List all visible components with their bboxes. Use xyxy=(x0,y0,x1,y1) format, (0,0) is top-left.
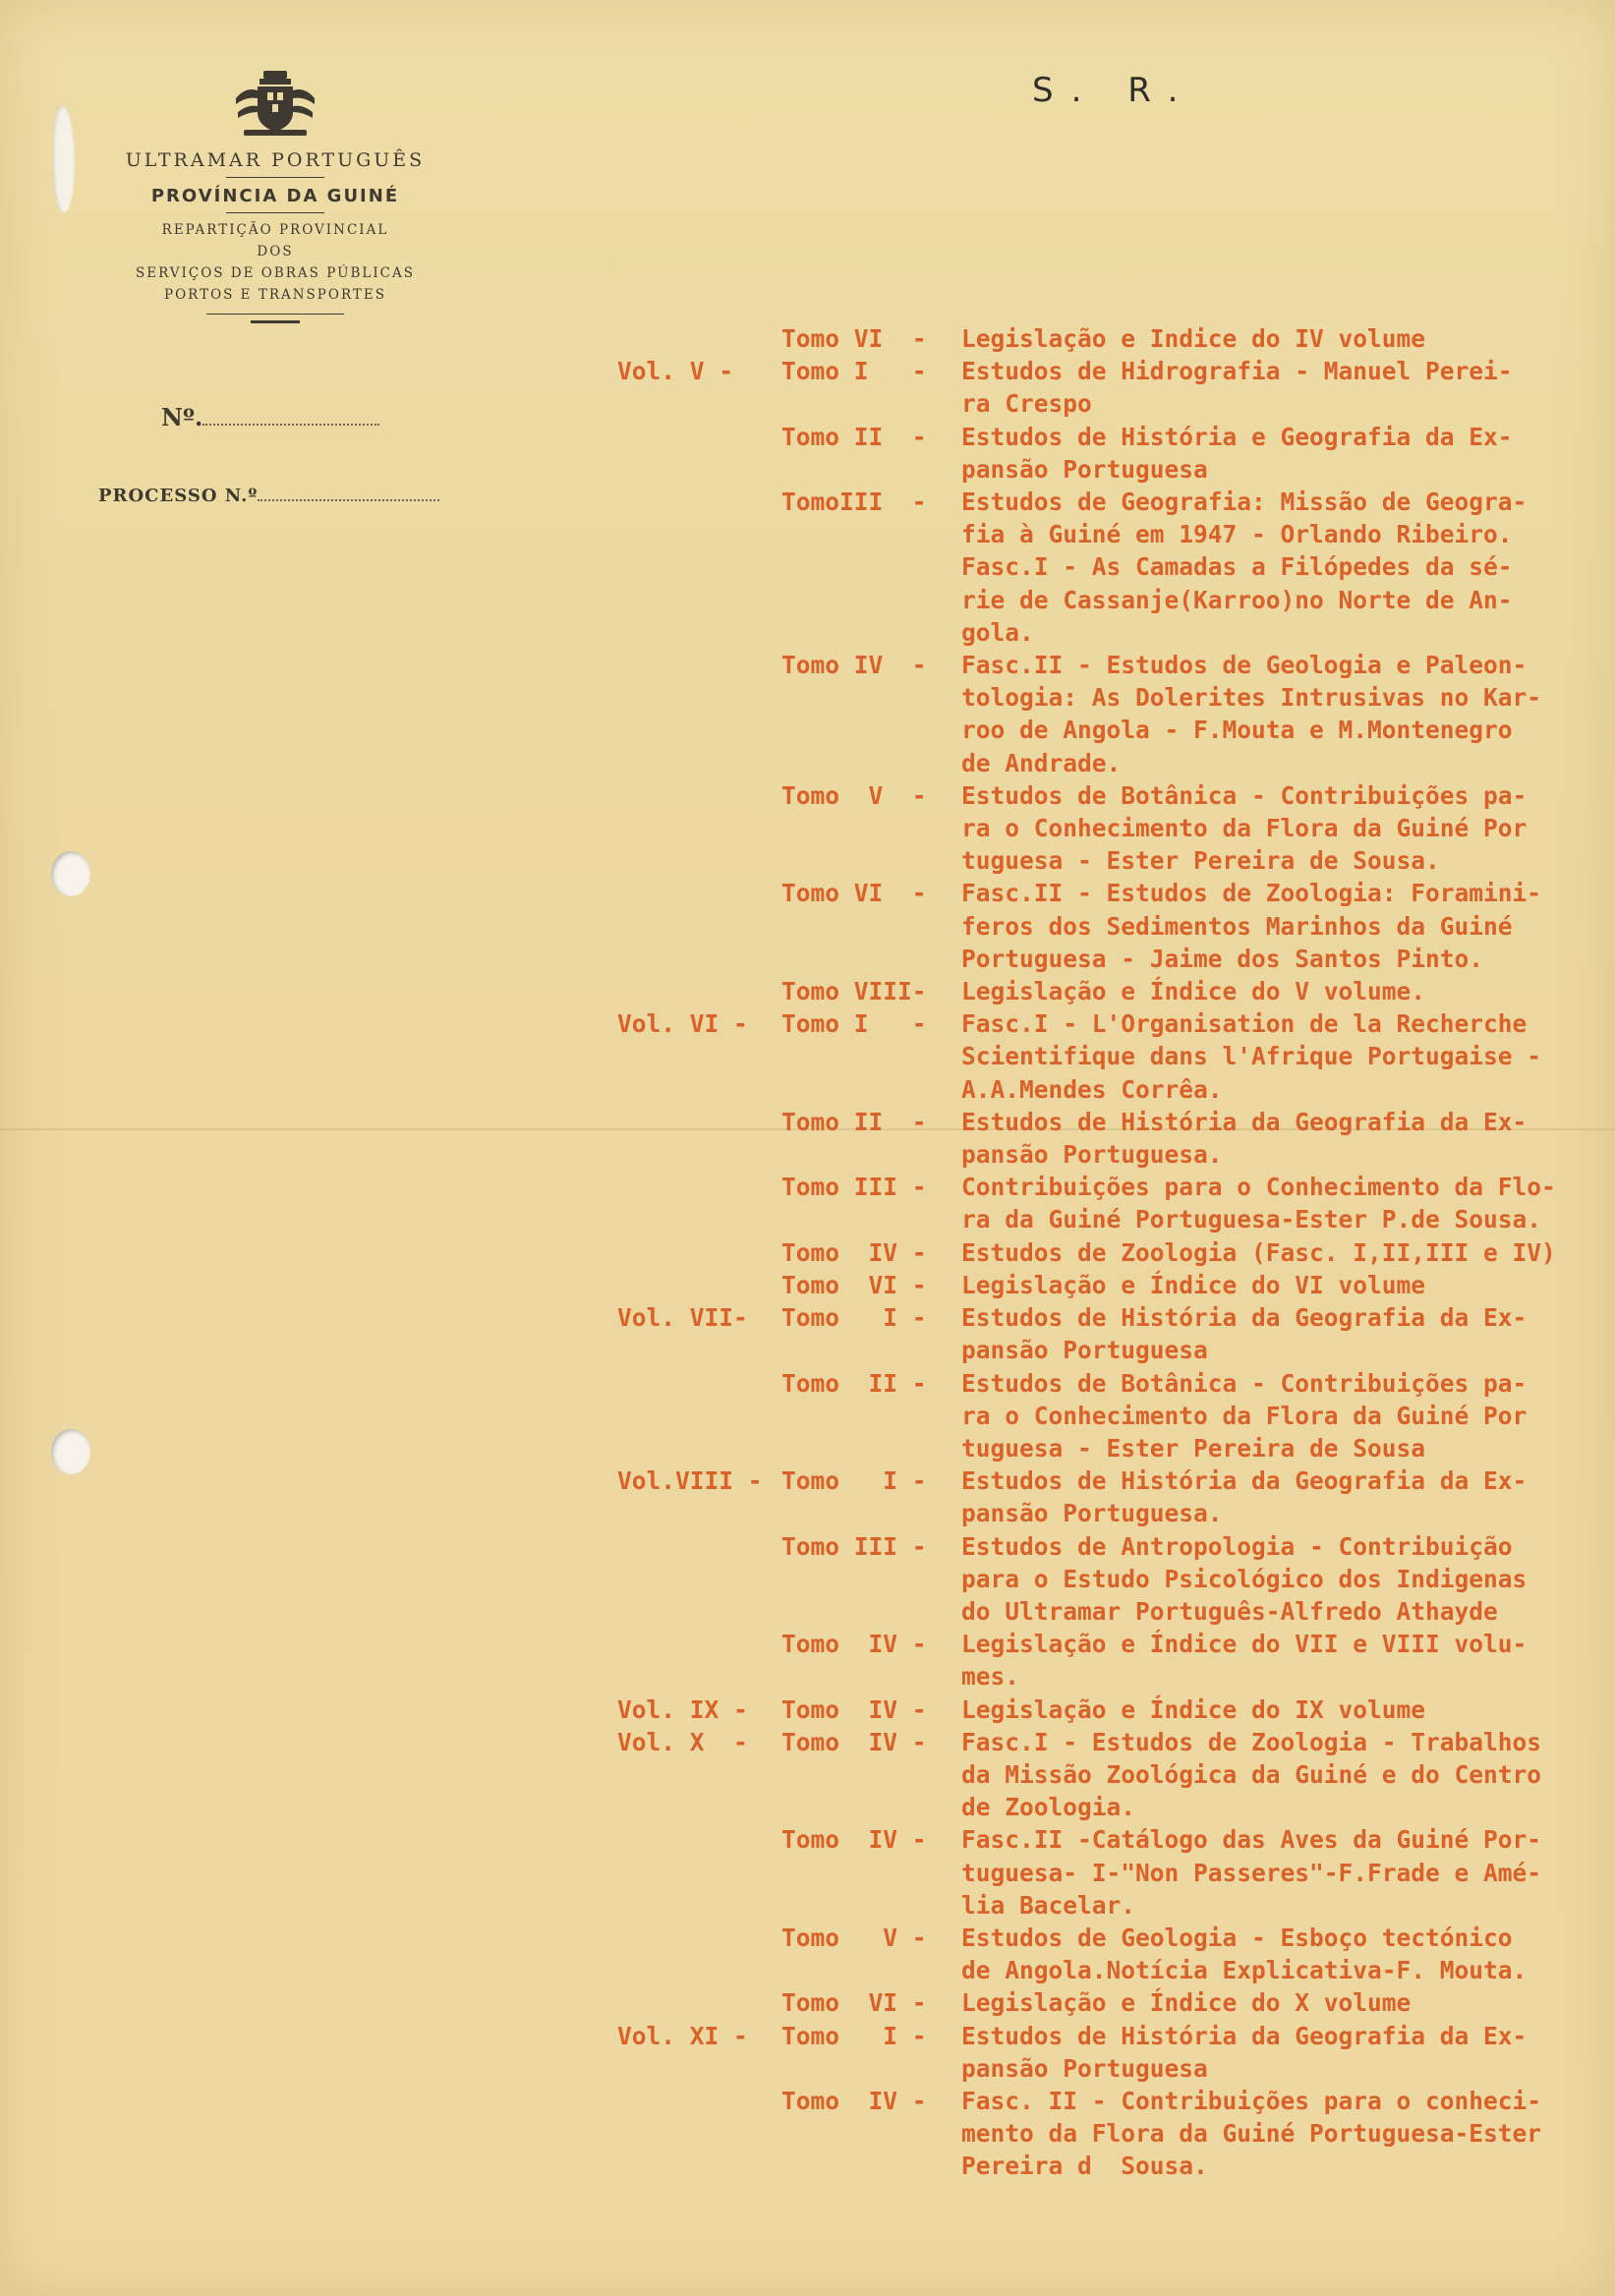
description-line: do Ultramar Português-Alfredo Athayde xyxy=(961,1596,1498,1626)
listing-entry xyxy=(617,486,1610,649)
volume-label xyxy=(617,322,781,355)
description-line: tologia: As Dolerites Intrusivas no Kar- xyxy=(961,683,1542,713)
volume-label: Vol. XI - xyxy=(617,2021,748,2050)
description-line: Fasc. II - Contribuições para o conheci- xyxy=(961,2086,1542,2115)
entry-description xyxy=(961,2085,1610,2183)
listing-entry xyxy=(617,1823,1610,1922)
volume-label: Vol. X - xyxy=(617,1727,748,1756)
numero-dotted-line xyxy=(202,424,379,426)
description-line: tuguesa - Ester Pereira de Sousa xyxy=(961,1433,1426,1463)
description-line: Fasc.I - L'Organisation de la Recherche xyxy=(961,1009,1528,1039)
listing-entry xyxy=(617,877,1610,975)
listing-entry xyxy=(617,1367,1610,1465)
description-line: Pereira d Sousa. xyxy=(961,2152,1208,2181)
description-line: Legislação e Índice do X volume xyxy=(961,1988,1412,2018)
description-line: ra o Conhecimento da Flora da Guiné Por xyxy=(961,814,1528,843)
tomo-label: Tomo I - xyxy=(781,357,927,386)
description-line: Fasc.II - Estudos de Geologia e Paleon- xyxy=(961,651,1528,680)
volume-label xyxy=(617,1367,781,1465)
volume-label xyxy=(617,1986,781,2019)
tomo-label: Tomo II - xyxy=(781,1368,927,1398)
volume-label: Vol. IX - xyxy=(617,1694,748,1724)
entry-description xyxy=(961,975,1610,1007)
processo-label: PROCESSO N.º xyxy=(98,486,259,506)
listing-entry xyxy=(617,1693,1610,1726)
volume-label xyxy=(617,1530,781,1629)
tomo-label: Tomo II - xyxy=(781,422,927,451)
description-line: Fasc.I - Estudos de Zoologia - Trabalhos xyxy=(961,1727,1542,1756)
volume-label xyxy=(617,1628,781,1693)
description-line: Estudos de História da Geografia da Ex- xyxy=(961,1107,1528,1136)
punch-hole-upper xyxy=(51,851,90,896)
tomo-label: Tomo I - xyxy=(781,1009,927,1039)
volume-label xyxy=(617,975,781,1007)
entry-description xyxy=(961,1530,1610,1629)
description-line: Estudos de História da Geografia da Ex- xyxy=(961,2021,1528,2050)
listing-entry xyxy=(617,1269,1610,1301)
entry-description xyxy=(961,355,1610,420)
entry-description xyxy=(961,2020,1610,2085)
description-line: Portuguesa - Jaime dos Santos Pinto. xyxy=(961,944,1484,973)
tomo-label: Tomo II - xyxy=(781,1107,927,1136)
description-line: Estudos de Geografia: Missão de Geogra- xyxy=(961,488,1528,517)
description-line: Fasc.II -Catálogo das Aves da Guiné Por- xyxy=(961,1825,1542,1855)
volume-label xyxy=(617,1922,781,1986)
tomo-label: Tomo V - xyxy=(781,1923,927,1952)
tomo-label: Tomo VI - xyxy=(781,879,927,908)
description-line: ra da Guiné Portuguesa-Ester P.de Sousa. xyxy=(961,1205,1542,1234)
volume-label: Vol. VII- xyxy=(617,1303,748,1333)
description-line: Estudos de Botânica - Contribuições pa- xyxy=(961,780,1528,810)
letterhead xyxy=(88,69,462,329)
description-line: Estudos de Geologia - Esboço tectónico xyxy=(961,1923,1513,1952)
listing-entry xyxy=(617,1922,1610,1986)
processo-field xyxy=(98,486,439,506)
entry-description xyxy=(961,1367,1610,1465)
description-line: Estudos de História e Geografia da Ex- xyxy=(961,422,1513,451)
entry-description xyxy=(961,1693,1610,1726)
description-line: pansão Portuguesa. xyxy=(961,1499,1223,1528)
tomo-label: Tomo IV - xyxy=(781,1694,927,1724)
tomo-label: Tomo III - xyxy=(781,1531,927,1561)
tomo-label: Tomo IV - xyxy=(781,1630,927,1659)
entry-description xyxy=(961,421,1610,486)
volume-label xyxy=(617,649,781,779)
letterhead-portos: PORTOS E TRANSPORTES xyxy=(163,287,386,303)
letterhead-rule xyxy=(206,314,344,315)
volume-label xyxy=(617,2085,781,2183)
volume-label xyxy=(617,1171,781,1235)
description-line: Legislação e Índice do VII e VIII volu- xyxy=(961,1630,1528,1659)
listing-entry xyxy=(617,1007,1610,1106)
entry-description xyxy=(961,1922,1610,1986)
description-line: Fasc.I - As Camadas a Filópedes da sé- xyxy=(961,552,1513,582)
letterhead-provincia: PROVÍNCIA DA GUINÉ xyxy=(150,186,400,206)
description-line: Legislação e Índice do V volume. xyxy=(961,977,1426,1006)
description-line: pansão Portuguesa xyxy=(961,1336,1208,1365)
volume-label xyxy=(617,1823,781,1922)
volume-label xyxy=(617,1269,781,1301)
description-line: Estudos de História da Geografia da Ex- xyxy=(961,1466,1528,1496)
description-line: ra Crespo xyxy=(961,389,1092,419)
description-line: A.A.Mendes Corrêa. xyxy=(961,1074,1223,1104)
description-line: Contribuições para o Conhecimento da Flo- xyxy=(961,1173,1556,1202)
letterhead-ultramar: ULTRAMAR PORTUGUÊS xyxy=(125,149,426,171)
coat-of-arms-icon xyxy=(230,69,320,140)
description-line: da Missão Zoológica da Guiné e do Centro xyxy=(961,1759,1542,1789)
description-line: ra o Conhecimento da Flora da Guiné Por xyxy=(961,1401,1528,1430)
listing-entry xyxy=(617,1530,1610,1629)
sr-initials: S. R. xyxy=(1032,71,1196,110)
listing-entry xyxy=(617,322,1610,355)
entry-description xyxy=(961,877,1610,975)
tomo-label: Tomo V - xyxy=(781,780,927,810)
punch-hole-lower xyxy=(51,1429,90,1474)
tomo-label: Tomo IV - xyxy=(781,1237,927,1267)
volume-label: Vol.VIII - xyxy=(617,1466,763,1496)
entry-description xyxy=(961,1269,1610,1301)
description-line: fia à Guiné em 1947 - Orlando Ribeiro. xyxy=(961,520,1513,549)
letterhead-reparticao: REPARTIÇÃO PROVINCIAL xyxy=(161,222,389,238)
listing-entry xyxy=(617,1464,1610,1529)
entry-description xyxy=(961,1236,1610,1269)
tomo-label: Tomo IV - xyxy=(781,2086,927,2115)
listing-entry xyxy=(617,1628,1610,1693)
description-line: Scientifique dans l'Afrique Portugaise - xyxy=(961,1042,1542,1071)
listing-entry xyxy=(617,1171,1610,1235)
numero-field xyxy=(161,403,379,431)
description-line: lia Bacelar. xyxy=(961,1890,1136,1920)
listing-entry xyxy=(617,1726,1610,1824)
volume-label xyxy=(617,421,781,486)
description-line: Legislação e Indice do IV volume xyxy=(961,324,1426,353)
listing-entry xyxy=(617,355,1610,420)
listing-entry xyxy=(617,1106,1610,1171)
description-line: feros dos Sedimentos Marinhos da Guiné xyxy=(961,911,1513,941)
description-line: mento da Flora da Guiné Portuguesa-Ester xyxy=(961,2119,1542,2149)
description-line: de Zoologia. xyxy=(961,1793,1136,1822)
description-line: mes. xyxy=(961,1662,1020,1692)
listing-entry xyxy=(617,649,1610,779)
description-line: Estudos de Antropologia - Contribuição xyxy=(961,1531,1513,1561)
description-line: roo de Angola - F.Mouta e M.Montenegro xyxy=(961,716,1513,745)
description-line: tuguesa- I-"Non Passeres"-F.Frade e Amé- xyxy=(961,1858,1542,1887)
description-line: para o Estudo Psicológico dos Indigenas xyxy=(961,1564,1528,1593)
listing-entry xyxy=(617,421,1610,486)
description-line: de Andrade. xyxy=(961,748,1122,777)
volume-label xyxy=(617,779,781,878)
tomo-label: TomoIII - xyxy=(781,488,927,517)
entry-description xyxy=(961,486,1610,649)
description-line: tuguesa - Ester Pereira de Sousa. xyxy=(961,846,1440,876)
listing-entry xyxy=(617,975,1610,1007)
listing-entry xyxy=(617,1301,1610,1366)
description-line: pansão Portuguesa. xyxy=(961,1140,1223,1170)
description-line: Estudos de Hidrografia - Manuel Perei- xyxy=(961,357,1513,386)
volume-label: Vol. V - xyxy=(617,357,734,386)
listing-entry xyxy=(617,1236,1610,1269)
tomo-label: Tomo IV - xyxy=(781,651,927,680)
entry-description xyxy=(961,1171,1610,1235)
listing-entry xyxy=(617,779,1610,878)
entry-description xyxy=(961,1106,1610,1171)
letterhead-rule xyxy=(226,212,324,213)
tomo-label: Tomo IV - xyxy=(781,1727,927,1756)
description-line: Estudos de Botânica - Contribuições pa- xyxy=(961,1368,1528,1398)
entry-description xyxy=(961,1726,1610,1824)
entry-description xyxy=(961,1628,1610,1693)
entry-description xyxy=(961,779,1610,878)
letterhead-rule-thick xyxy=(251,320,300,323)
tomo-label: Tomo IV - xyxy=(781,1825,927,1855)
tomo-label: Tomo VI - xyxy=(781,324,927,353)
tomo-label: Tomo VI - xyxy=(781,1988,927,2018)
volume-label xyxy=(617,1236,781,1269)
entry-description xyxy=(961,1823,1610,1922)
description-line: gola. xyxy=(961,617,1034,647)
tomo-label: Tomo III - xyxy=(781,1173,927,1202)
description-line: de Angola.Notícia Explicativa-F. Mouta. xyxy=(961,1956,1528,1985)
volume-label xyxy=(617,1106,781,1171)
description-line: rie de Cassanje(Karroo)no Norte de An- xyxy=(961,585,1513,614)
description-line: pansão Portuguesa xyxy=(961,2053,1208,2083)
listing-entry xyxy=(617,2020,1610,2085)
description-line: Legislação e Índice do VI volume xyxy=(961,1270,1426,1299)
numero-label: Nº. xyxy=(161,403,203,431)
listing-entry xyxy=(617,1986,1610,2019)
tomo-label: Tomo I - xyxy=(781,1466,927,1496)
volume-label xyxy=(617,877,781,975)
entry-description xyxy=(961,1007,1610,1106)
volume-label xyxy=(617,486,781,649)
tomo-label: Tomo I - xyxy=(781,1303,927,1333)
description-line: Legislação e Índice do IX volume xyxy=(961,1694,1426,1724)
description-line: Estudos de Zoologia (Fasc. I,II,III e IV) xyxy=(961,1237,1556,1267)
tomo-label: Tomo I - xyxy=(781,2021,927,2050)
entry-description xyxy=(961,322,1610,355)
entry-description xyxy=(961,1301,1610,1366)
entry-description xyxy=(961,1464,1610,1529)
letterhead-dos: DOS xyxy=(257,244,294,259)
volume-listing xyxy=(617,322,1610,2183)
tomo-label: Tomo VI - xyxy=(781,1270,927,1299)
description-line: Estudos de História da Geografia da Ex- xyxy=(961,1303,1528,1333)
description-line: Fasc.II - Estudos de Zoologia: Foramini- xyxy=(961,879,1542,908)
tomo-label: Tomo VIII- xyxy=(781,977,927,1006)
listing-entry xyxy=(617,2085,1610,2183)
letterhead-rule xyxy=(226,177,324,178)
entry-description xyxy=(961,649,1610,779)
entry-description xyxy=(961,1986,1610,2019)
processo-dotted-line xyxy=(258,499,439,501)
letterhead-servicos: SERVIÇOS DE OBRAS PÚBLICAS xyxy=(136,265,415,281)
volume-label: Vol. VI - xyxy=(617,1009,748,1039)
description-line: pansão Portuguesa xyxy=(961,454,1208,484)
